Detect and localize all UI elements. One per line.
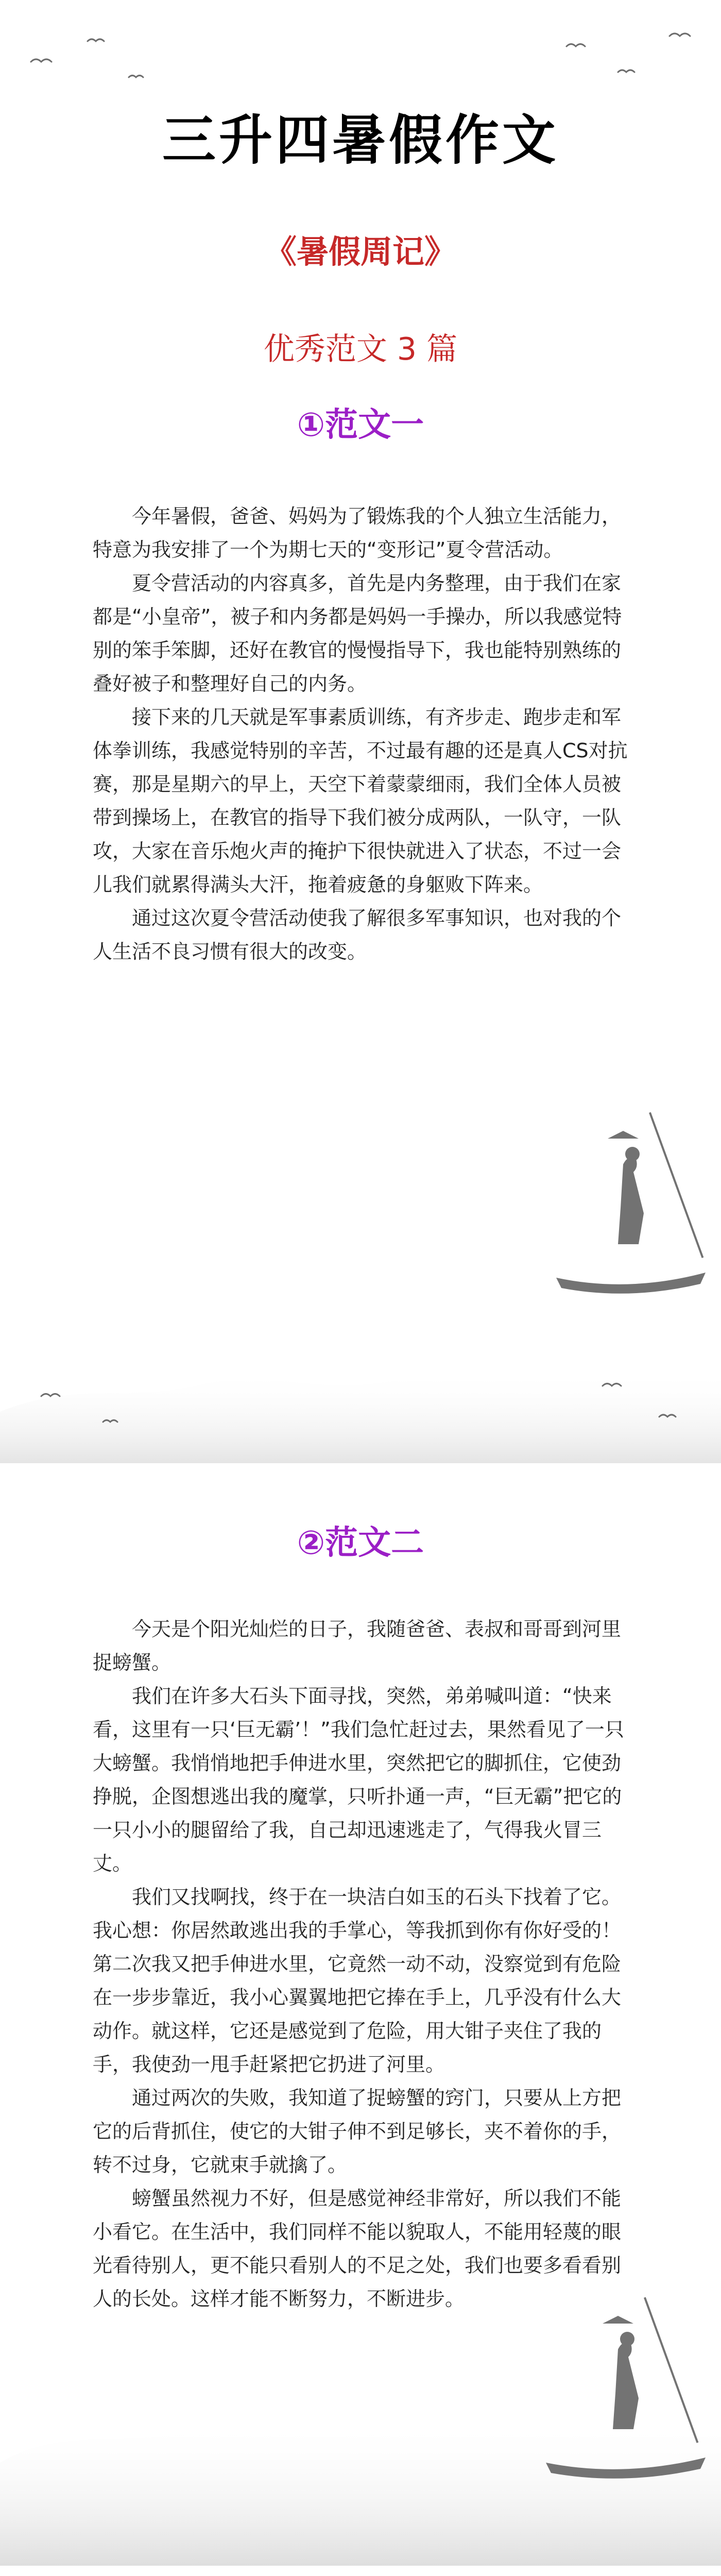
essay-2-paragraph: 通过两次的失败，我知道了捉螃蟹的窍门，只要从上方把它的后背抓住，使它的大钳子伸不到足够长，夹不着你的手，转不过身，它就束手就擒了。 — [93, 2087, 622, 2176]
essay-1-paragraph: 接下来的几天就是军事素质训练，有齐步走、跑步走和军体拳训练，我感觉特别的辛苦，不过最有趣的还是真人CS对抗赛，那是星期六的早上，天空下着蒙蒙细雨，我们全体人员被带到操场上，在教官的指导下我们被分成两队，一队守，一队攻，大家在音乐炮火声的掩护下很快就进入了状态，不过一会儿我们就累得满头大汗，拖着疲惫的身躯败下阵来。 — [93, 706, 628, 896]
essay-1-paragraph: 今年暑假，爸爸、妈妈为了锻炼我的个人独立生活能力，特意为我安排了一个为期七天的“变形记”夏令营活动。 — [93, 505, 622, 561]
section-heading-2: ②范文二 — [297, 1524, 424, 1562]
section-heading-1: ①范文一 — [297, 406, 424, 444]
essay-1-paragraph: 通过这次夏令营活动使我了解很多军事知识，也对我的个人生活不良习惯有很大的改变。 — [93, 907, 622, 963]
essay-2-body — [93, 1613, 628, 2316]
essay-2-paragraph: 我们又找啊找，终于在一块洁白如玉的石头下找着了它。我心想：你居然敢逃出我的手掌心，等我抓到你有你好受的！第二次我又把手伸进水里，它竟然一动不动，没察觉到有危险在一步步靠近，我小心翼翼地把它捧在手上，几乎没有什么大动作。就这样，它还是感觉到了危险，用大钳子夹住了我的手，我使劲一甩手赶紧把它扔进了河里。 — [93, 1886, 622, 2076]
birds-decoration-mid-2 — [10, 2566, 711, 2576]
birds-decoration-top — [10, 21, 711, 113]
essay-2-paragraph: 我们在许多大石头下面寻找，突然，弟弟喊叫道：“快来看，这里有一只‘巨无霸’！”我们急忙赶过去，果然看见了一只大螃蟹。我悄悄地把手伸进水里，突然把它的脚抓住，它使劲挣脱，企图想逃出我的魔掌，只听扑通一声，“巨无霸”把它的一只小小的腿留给了我，自己却迅速逃走了，气得我火冒三丈。 — [93, 1685, 624, 1875]
boat-figure-decoration-1 — [546, 1103, 711, 1319]
page-title: 三升四暑假作文 — [162, 109, 559, 172]
essay-1-body — [93, 500, 628, 969]
page-subtitle: 《暑假周记》 — [264, 233, 456, 270]
essay-2-paragraph: 螃蟹虽然视力不好，但是感觉神经非常好，所以我们不能小看它。在生活中，我们同样不能以貌取人，不能用轻蔑的眼光看待别人，更不能只看别人的不足之处，我们也要多看看别人的长处。这样才能不断努力，不断进步。 — [93, 2187, 622, 2310]
birds-decoration-mid-1 — [10, 1365, 711, 1448]
essay-1-paragraph: 夏令营活动的内容真多，首先是内务整理，由于我们在家都是“小皇帝”，被子和内务都是妈妈一手操办，所以我感觉特别的笨手笨脚，还好在教官的慢慢指导下，我也能特别熟练的叠好被子和整理好自己的内务。 — [93, 572, 622, 695]
collection-label: 优秀范文 3 篇 — [263, 331, 458, 367]
essay-2-paragraph: 今天是个阳光灿烂的日子，我随爸爸、表叔和哥哥到河里捉螃蟹。 — [93, 1618, 622, 1674]
